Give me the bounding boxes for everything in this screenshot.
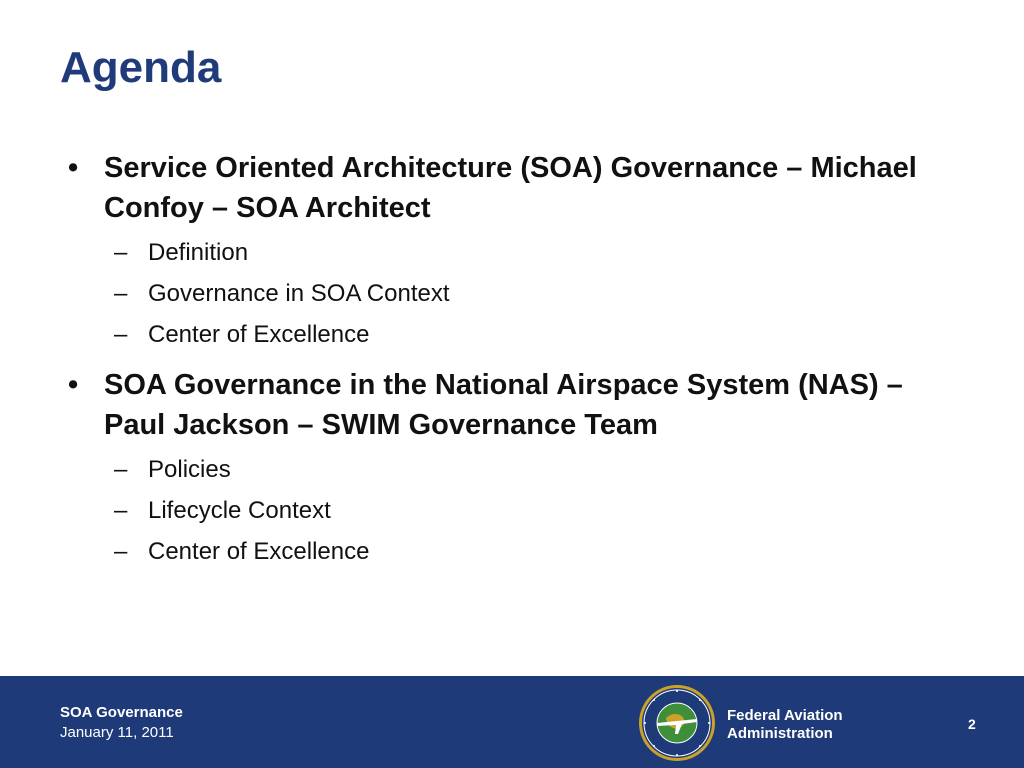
sub-item-text: Policies: [148, 456, 231, 483]
bullet-text: SOA Governance in the National Airspace System (NAS) – Paul Jackson – SWIM Governance Team: [104, 369, 903, 441]
sub-item-text: Center of Excellence: [148, 321, 370, 348]
sub-item: [66, 531, 966, 572]
sub-marker: –: [114, 239, 128, 266]
sub-item: [66, 449, 966, 490]
agency-name: [727, 707, 843, 743]
footer-date: January 11, 2011: [60, 724, 174, 741]
agenda-bullet: [66, 365, 966, 445]
bullet-marker: •: [68, 369, 79, 401]
agency-line-2: Administration: [727, 725, 833, 742]
sub-item-text: Center of Excellence: [148, 538, 370, 565]
faa-seal-icon: [638, 684, 716, 762]
bullet-marker: •: [68, 152, 79, 184]
slide-title: Agenda: [60, 43, 222, 92]
sub-marker: –: [114, 456, 128, 483]
sub-list: [66, 449, 966, 572]
sub-marker: –: [114, 497, 128, 524]
sub-marker: –: [114, 280, 128, 307]
sub-item: [66, 232, 966, 273]
bullet-text: Service Oriented Architecture (SOA) Governance – Michael Confoy – SOA Architect: [104, 152, 917, 224]
agenda-list: [66, 148, 966, 582]
footer-bar: [0, 676, 1024, 768]
sub-list: [66, 232, 966, 355]
sub-item-text: Lifecycle Context: [148, 497, 331, 524]
page-number: 2: [968, 716, 976, 732]
sub-item: [66, 314, 966, 355]
sub-marker: –: [114, 538, 128, 565]
sub-item: [66, 490, 966, 531]
sub-item-text: Governance in SOA Context: [148, 280, 450, 307]
footer-title: SOA Governance: [60, 704, 183, 721]
sub-marker: –: [114, 321, 128, 348]
sub-item-text: Definition: [148, 239, 249, 266]
agency-line-1: Federal Aviation: [727, 707, 843, 724]
agenda-bullet: [66, 148, 966, 228]
sub-item: [66, 273, 966, 314]
